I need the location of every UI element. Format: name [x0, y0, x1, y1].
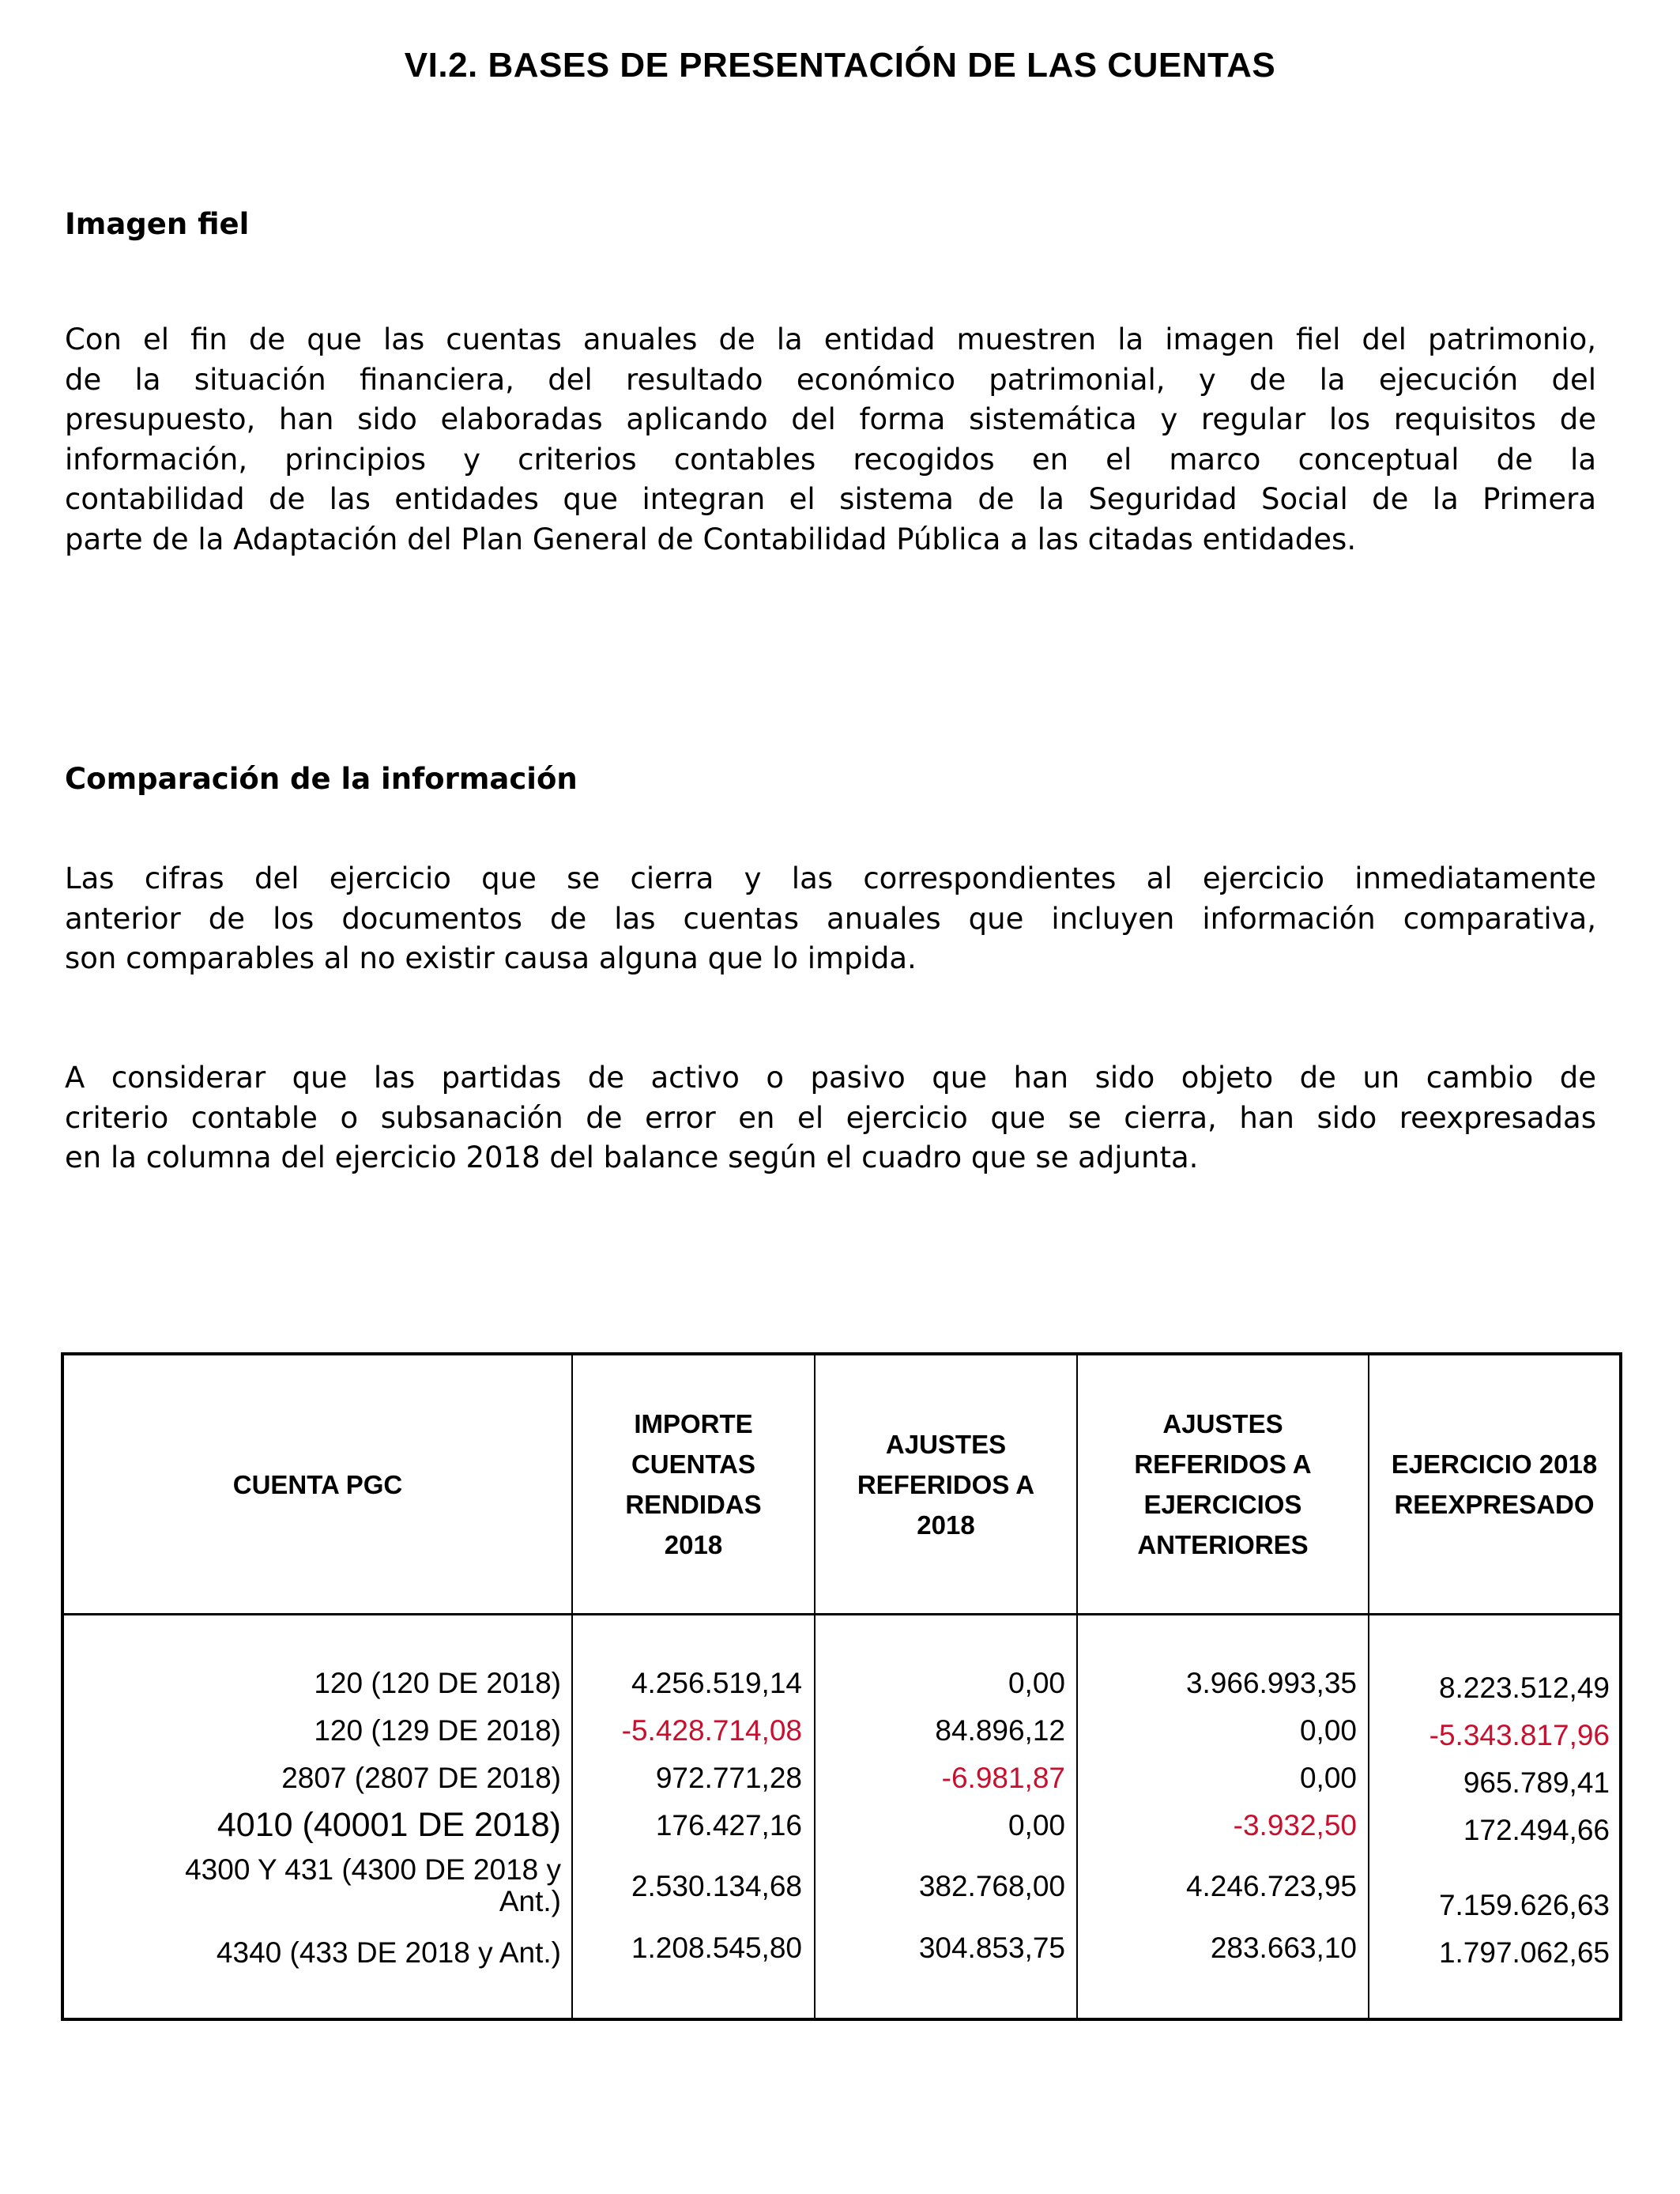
paragraph-imagen-fiel: [65, 320, 1596, 560]
table-cell-ajustes-2018: -6.981,87: [941, 1762, 1065, 1794]
table-cell-cuenta: 2807 (2807 DE 2018): [281, 1762, 561, 1794]
table-cell-ajustes-anteriores: 0,00: [1299, 1762, 1357, 1794]
table-cell-reexpresado: 8.223.512,49: [1438, 1672, 1610, 1704]
paragraph-line: contabilidad de las entidades que integran el sistema de la Seguridad Social de la Primera: [65, 482, 1596, 516]
paragraph-line: son comparables al no existir causa alguna que lo impida.: [65, 941, 917, 975]
paragraph-line: en la columna del ejercicio 2018 del balance según el cuadro que se adjunta.: [65, 1140, 1199, 1174]
table-cell-cuenta: 120 (129 DE 2018): [314, 1714, 561, 1747]
table-cell-cuenta: 120 (120 DE 2018): [314, 1667, 561, 1699]
table-cell-ajustes-2018: 0,00: [1008, 1667, 1065, 1699]
table-cell-reexpresado: 7.159.626,63: [1438, 1889, 1610, 1921]
table-cell-ajustes-2018: 382.768,00: [918, 1870, 1065, 1902]
table-cell-importe: -5.428.714,08: [621, 1714, 802, 1747]
table-cell-cuenta: 4340 (433 DE 2018 y Ant.): [216, 1936, 561, 1969]
table-header-divider: [61, 1613, 1622, 1615]
paragraph-line: A considerar que las partidas de activo o pasivo que han sido objeto de un cambio de: [65, 1061, 1596, 1095]
paragraph-line: parte de la Adaptación del Plan General de Contabilidad Pública a las citadas entidades.: [65, 522, 1357, 556]
paragraph-line: de la situación financiera, del resultado económico patrimonial, y de la ejecución del: [65, 362, 1596, 397]
table-cell-cuenta: 4010 (40001 DE 2018): [217, 1806, 561, 1844]
table-cell-reexpresado: -5.343.817,96: [1429, 1719, 1610, 1751]
page-title: VI.2. BASES DE PRESENTACIÓN DE LAS CUENTAS: [404, 46, 1276, 85]
paragraph-line: información, principios y criterios contables recogidos en el marco conceptual de la: [65, 442, 1596, 477]
paragraph-line: Las cifras del ejercicio que se cierra y las correspondientes al ejercicio inmediatamente: [65, 861, 1596, 895]
section-heading-comparacion: Comparación de la información: [65, 762, 578, 796]
paragraph-line: anterior de los documentos de las cuentas anuales que incluyen información comparativa,: [65, 901, 1596, 936]
table-cell-ajustes-anteriores: 283.663,10: [1210, 1932, 1357, 1964]
header-reexpresado: EJERCICIO 2018 REEXPRESADO: [1391, 1449, 1598, 1519]
paragraph-comparacion-1: [65, 859, 1596, 979]
table-cell-ajustes-anteriores: -3.932,50: [1233, 1809, 1357, 1842]
table-cell-importe: 176.427,16: [655, 1809, 802, 1842]
table-cell-cuenta: 4300 Y 431 (4300 DE 2018 y Ant.): [185, 1853, 561, 1917]
table-cell-ajustes-anteriores: 4.246.723,95: [1185, 1870, 1357, 1902]
paragraph-line: presupuesto, han sido elaboradas aplicando del forma sistemática y regular los requisitos de: [65, 402, 1596, 436]
table-cell-importe: 4.256.519,14: [631, 1667, 802, 1699]
table-cell-reexpresado: 172.494,66: [1463, 1814, 1610, 1846]
header-importe: IMPORTE CUENTAS RENDIDAS 2018: [625, 1409, 762, 1559]
table-cell-ajustes-2018: 84.896,12: [935, 1714, 1065, 1747]
table-cell-importe: 1.208.545,80: [631, 1932, 802, 1964]
table-cell-ajustes-anteriores: 0,00: [1299, 1714, 1357, 1747]
table-cell-ajustes-anteriores: 3.966.993,35: [1185, 1667, 1357, 1699]
header-ajustes-2018: AJUSTES REFERIDOS A 2018: [857, 1429, 1035, 1540]
paragraph-line: criterio contable o subsanación de error en el ejercicio que se cierra, han sido reexpresadas: [65, 1100, 1596, 1135]
header-cuenta-pgc: CUENTA PGC: [232, 1469, 403, 1499]
table-cell-importe: 2.530.134,68: [631, 1870, 802, 1902]
table-cell-ajustes-2018: 0,00: [1008, 1809, 1065, 1842]
table-cell-reexpresado: 965.789,41: [1463, 1766, 1610, 1799]
paragraph-line: Con el fin de que las cuentas anuales de la entidad muestren la imagen fiel del patrimonio,: [65, 322, 1596, 356]
section-heading-imagen-fiel: Imagen fiel: [65, 207, 250, 241]
paragraph-comparacion-2: [65, 1058, 1596, 1178]
table-cell-reexpresado: 1.797.062,65: [1438, 1936, 1610, 1969]
table-cell-importe: 972.771,28: [655, 1762, 802, 1794]
table-cell-ajustes-2018: 304.853,75: [918, 1932, 1065, 1964]
header-ajustes-anteriores: AJUSTES REFERIDOS A EJERCICIOS ANTERIORES: [1134, 1409, 1312, 1559]
